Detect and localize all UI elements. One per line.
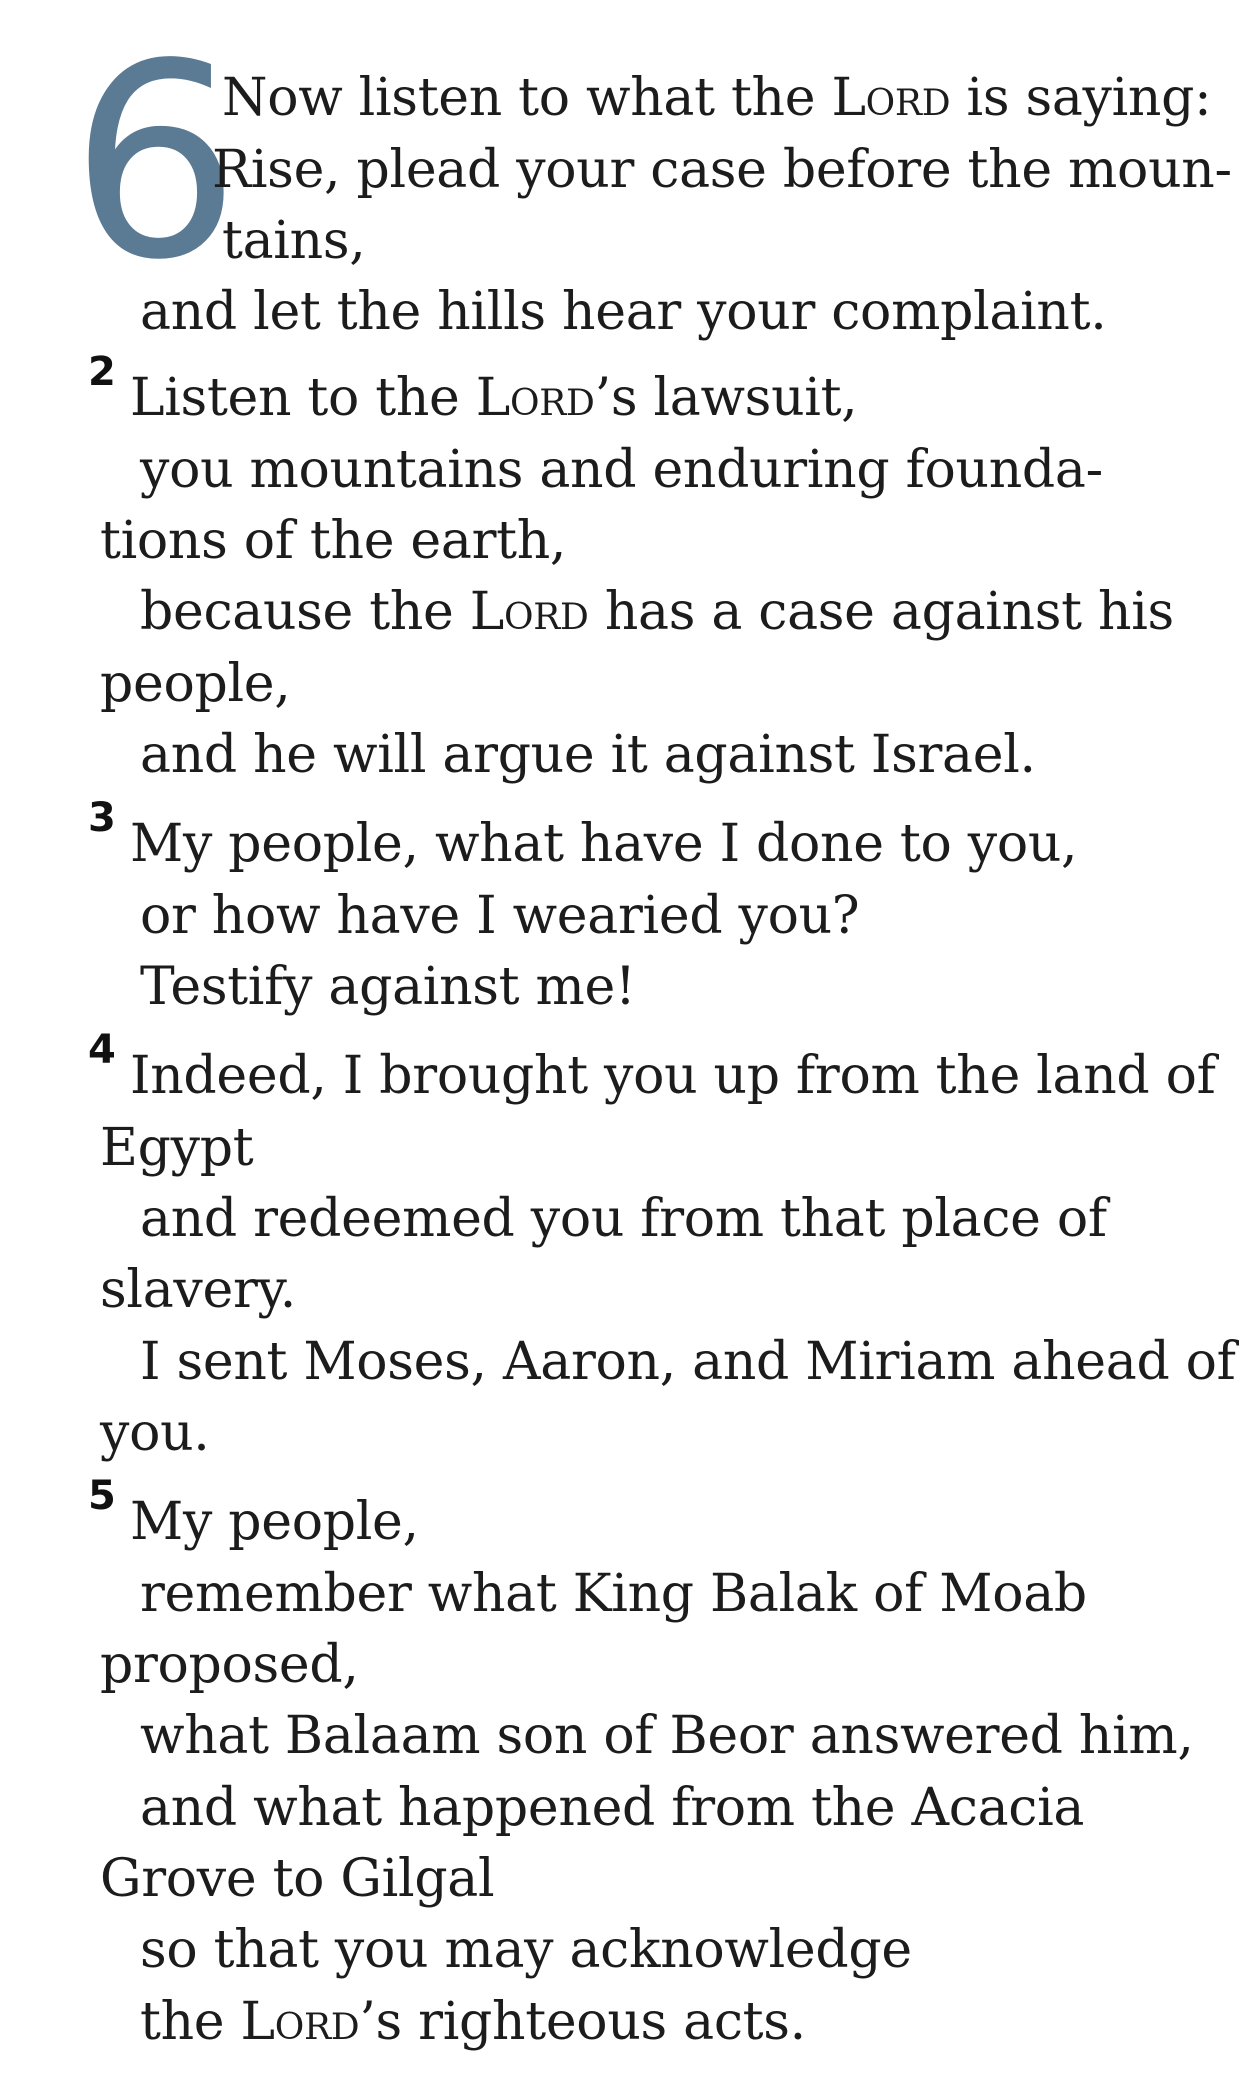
verse-5-line-1: My people, xyxy=(130,1492,419,1552)
verse-2-line-1 xyxy=(130,362,857,434)
verse-3-line-2: or how have I wearied you? xyxy=(140,886,860,946)
text-segment: Now listen to what the xyxy=(222,68,832,128)
verse-2-line-3: tions of the earth, xyxy=(100,511,567,571)
verse-4-line-1: Indeed, I brought you up from the land of xyxy=(130,1046,1216,1106)
text-segment: because the xyxy=(140,582,470,642)
lord-small-caps: Lord xyxy=(475,368,595,428)
text-segment: ’s lawsuit, xyxy=(594,368,858,428)
verse-2-line-6: and he will argue it against Israel. xyxy=(140,725,1036,785)
text-segment: the xyxy=(140,1992,241,2052)
text-segment: is saying: xyxy=(950,68,1212,128)
verse-4-line-5: I sent Moses, Aaron, and Miriam ahead of xyxy=(140,1332,1236,1392)
verse-number-3: 3 xyxy=(88,795,116,841)
verse-3-line-1: My people, what have I done to you, xyxy=(130,814,1078,874)
text-segment: has a case against his xyxy=(588,582,1174,642)
verse-2-line-4 xyxy=(140,576,1174,648)
verse-1-line-3: tains, xyxy=(222,211,366,271)
verse-5-line-6: Grove to Gilgal xyxy=(100,1849,495,1909)
verse-5-line-8 xyxy=(140,1986,806,2058)
lord-small-caps: Lord xyxy=(469,582,589,642)
verse-5-line-3: proposed, xyxy=(100,1635,359,1695)
verse-1-line-4: and let the hills hear your complaint. xyxy=(140,282,1107,342)
verse-4-line-3: and redeemed you from that place of xyxy=(140,1189,1107,1249)
verse-5-line-7: so that you may acknowledge xyxy=(140,1920,912,1980)
lord-small-caps: Lord xyxy=(831,68,951,128)
verse-4-line-6: you. xyxy=(100,1403,210,1463)
verse-3-line-3: Testify against me! xyxy=(140,957,636,1017)
verse-number-4: 4 xyxy=(88,1027,116,1073)
lord-small-caps: Lord xyxy=(240,1992,360,2052)
verse-4-line-2: Egypt xyxy=(100,1118,254,1178)
verse-4-line-4: slavery. xyxy=(100,1260,296,1320)
chapter-number-dropcap: 6 xyxy=(70,7,233,319)
verse-5-line-2: remember what King Balak of Moab xyxy=(140,1564,1087,1624)
verse-number-5: 5 xyxy=(88,1473,116,1519)
verse-5-line-4: what Balaam son of Beor answered him, xyxy=(140,1706,1194,1766)
text-segment: Listen to the xyxy=(130,368,476,428)
verse-2-line-2: you mountains and enduring founda- xyxy=(140,440,1103,500)
verse-1-line-1 xyxy=(222,62,1211,134)
verse-2-line-5: people, xyxy=(100,654,291,714)
text-segment: ’s righteous acts. xyxy=(359,1992,806,2052)
verse-5-line-5: and what happened from the Acacia xyxy=(140,1778,1085,1838)
verse-number-2: 2 xyxy=(88,349,116,395)
verse-1-line-2: Rise, plead your case before the moun- xyxy=(212,140,1232,200)
